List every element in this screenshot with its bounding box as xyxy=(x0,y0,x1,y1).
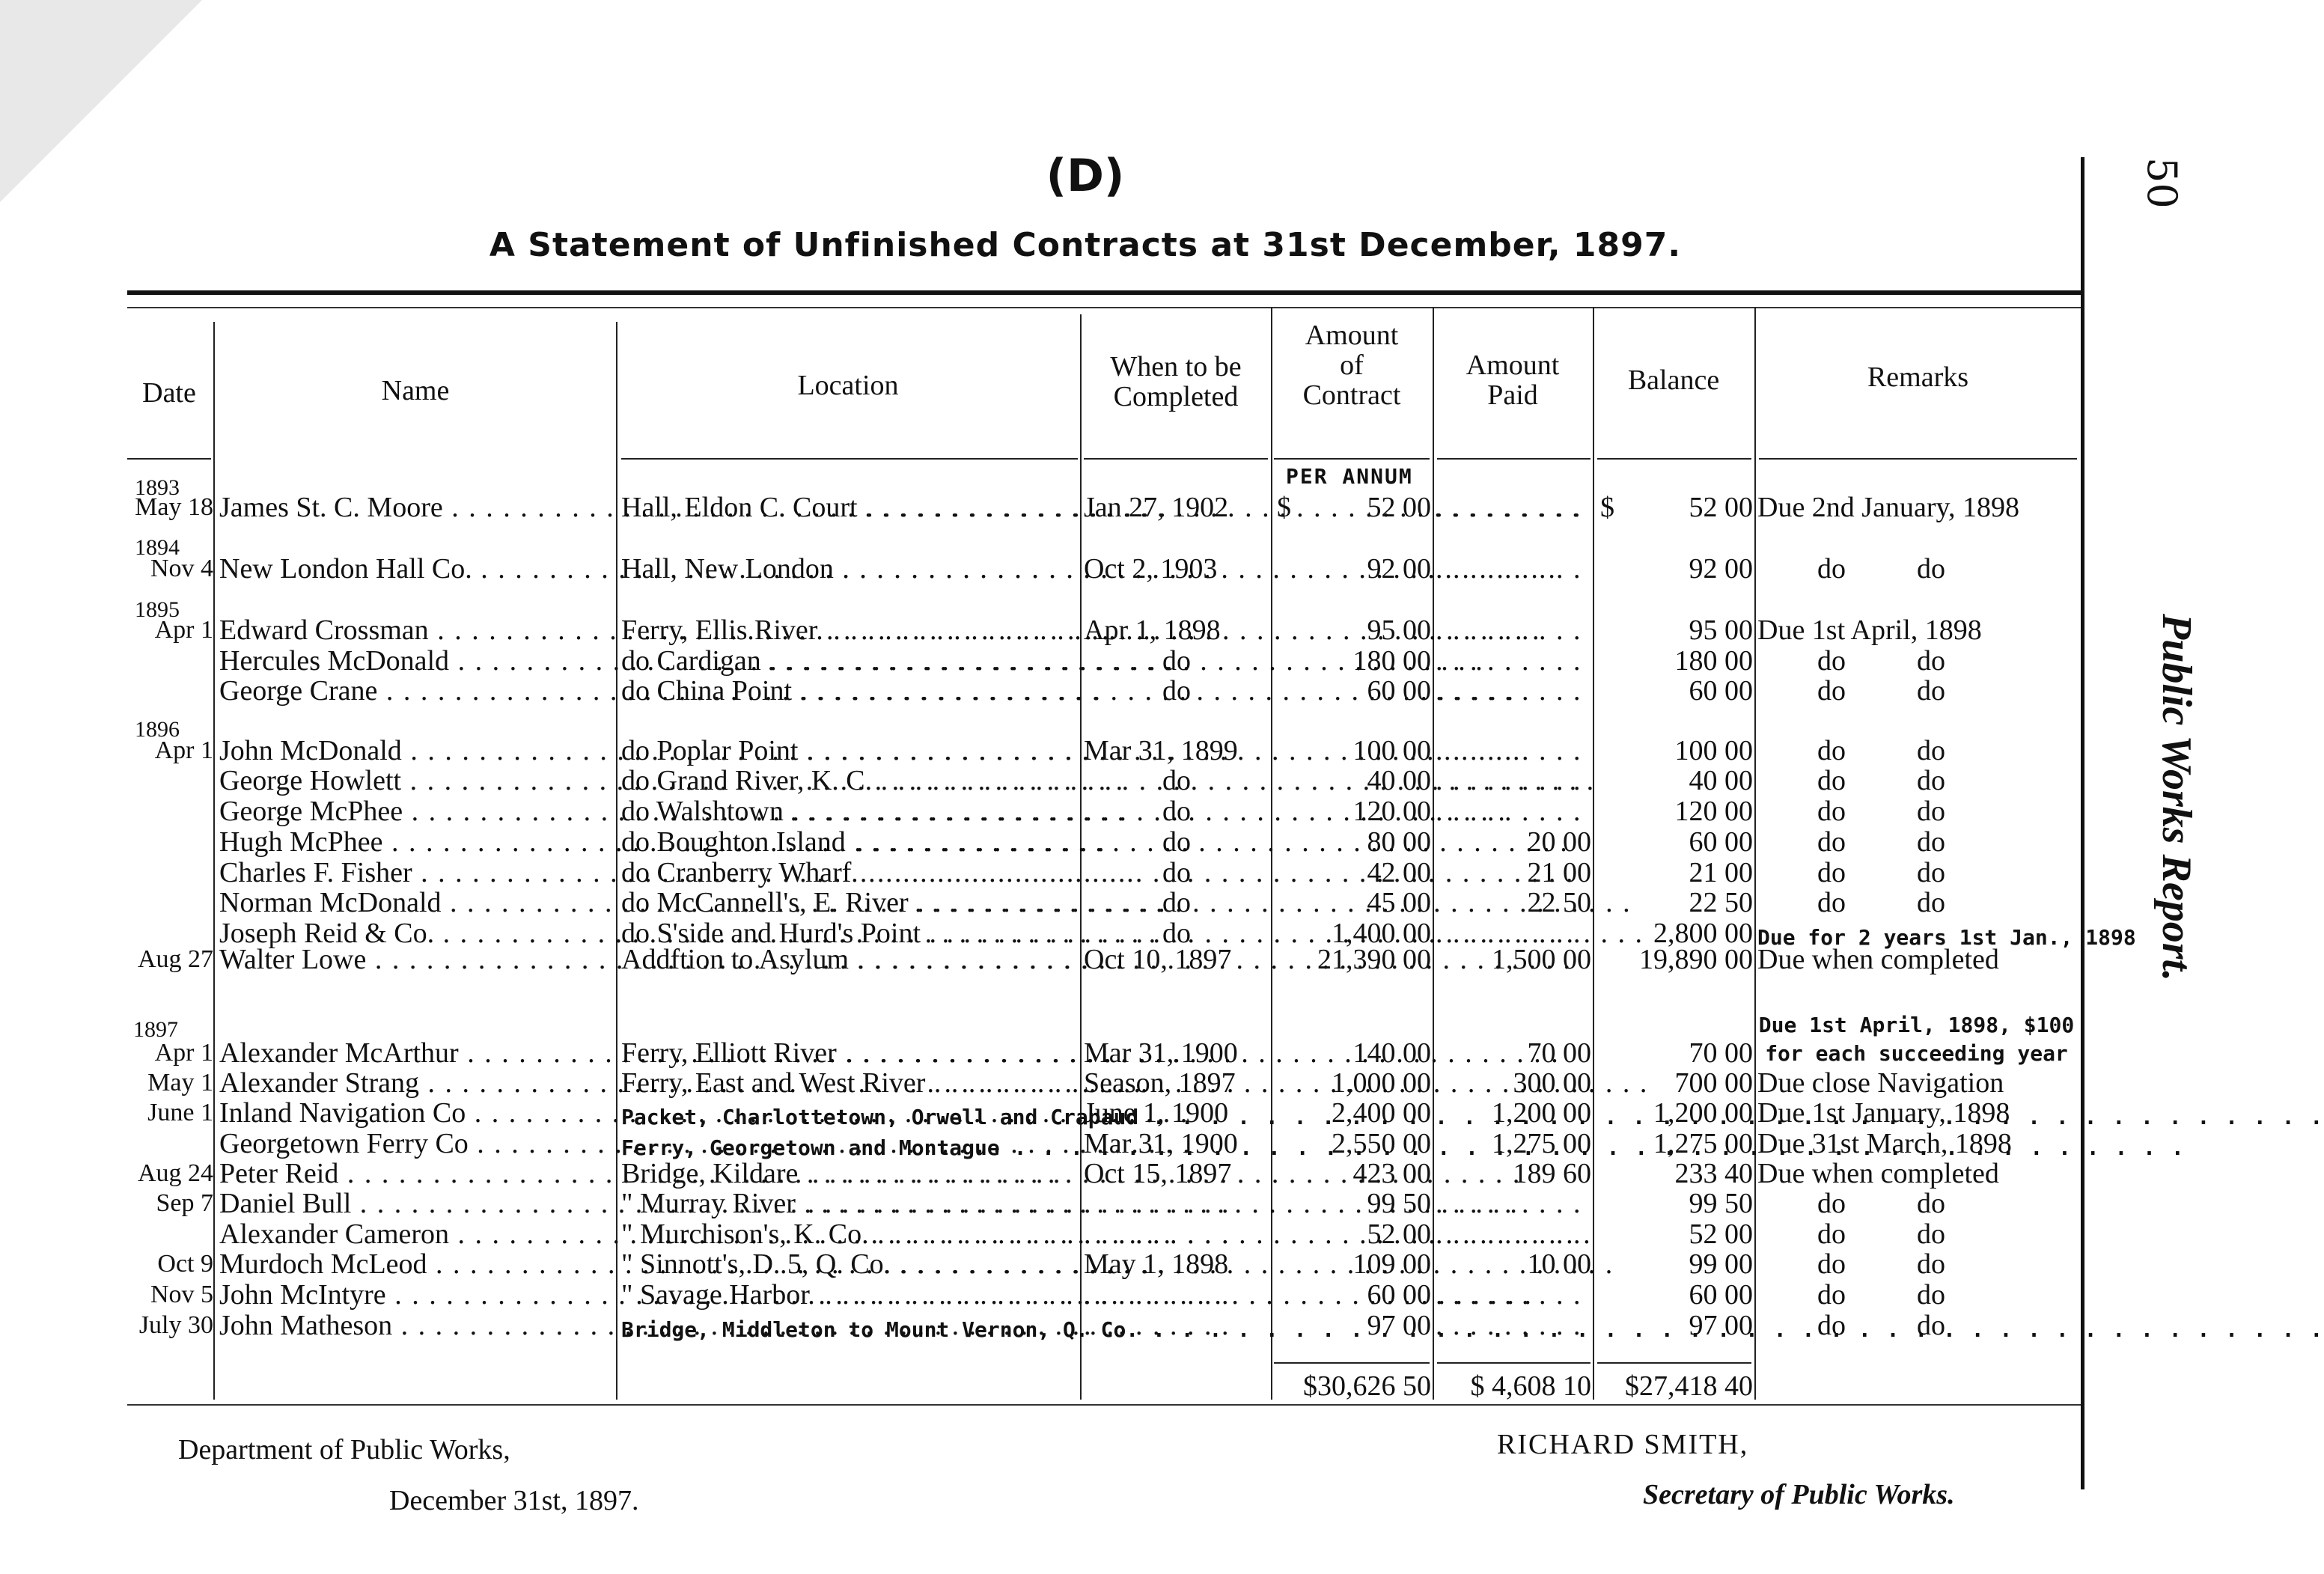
row-remarks: do do xyxy=(1817,826,1945,858)
row-date: July 30 xyxy=(138,1311,213,1339)
header-amount-contract-line-3: Contract xyxy=(1302,379,1401,411)
row-location: do China Point . . . xyxy=(621,676,1079,706)
row-paid: 300 00 xyxy=(1513,1067,1591,1099)
row-remarks: do do xyxy=(1817,1248,1945,1280)
column-divider xyxy=(1754,307,1756,1400)
header-amount-paid-line-1: Amount xyxy=(1466,350,1560,381)
row-paid: 22 50 xyxy=(1527,887,1591,918)
row-when: Mar 31, 1900 xyxy=(1084,1128,1238,1159)
row-remarks: do do xyxy=(1817,1279,1945,1311)
row-balance: 99 00 xyxy=(1689,1248,1753,1280)
row-paid: 1,275 00 xyxy=(1492,1128,1591,1159)
row-amount: 100 00 xyxy=(1352,735,1431,766)
row-paid: 70 00 xyxy=(1527,1037,1591,1069)
row-name: Charles F. Fisher . . . xyxy=(219,858,614,888)
row-when: Oct 10, 1897 xyxy=(1084,944,1232,975)
row-name: John McIntyre . . . xyxy=(219,1280,614,1310)
row-balance: 60 00 xyxy=(1689,675,1753,707)
header-amount-contract-line-2: of xyxy=(1340,350,1364,381)
row-remarks: Due when completed xyxy=(1757,944,1999,975)
row-balance: 40 00 xyxy=(1689,765,1753,796)
section-label: (D) xyxy=(1046,150,1125,202)
row-location: Addftion to Asylum . . . xyxy=(621,945,1079,974)
title-rule-thin xyxy=(127,307,2081,308)
row-balance: 1,200 00 xyxy=(1653,1097,1753,1129)
row-balance: 180 00 xyxy=(1674,645,1753,677)
total-rule xyxy=(1597,1362,1751,1364)
header-amount-paid-line-2: Paid xyxy=(1487,379,1538,411)
row-balance: 2,800 00 xyxy=(1653,918,1753,949)
row-when: Mar 31, 1900 xyxy=(1084,1037,1238,1069)
header-rule xyxy=(1597,458,1751,460)
row-name: Inland Navigation Co . . . xyxy=(219,1098,614,1128)
row-amount: 99 50 xyxy=(1367,1188,1431,1219)
row-location: Bridge, Middleton to Mount Vernon, Q. Co. . . . xyxy=(621,1315,1079,1345)
row-when: Jan 27, 1902 xyxy=(1084,492,1229,523)
row-amount: 140 00 xyxy=(1352,1037,1431,1069)
header-amount-contract xyxy=(1274,320,1430,410)
row-date: Apr 1 xyxy=(154,736,213,764)
row-balance: 1,275 00 xyxy=(1653,1128,1753,1159)
row-name: George Crane . . . xyxy=(219,676,614,706)
row-name: Joseph Reid & Co. . . . xyxy=(219,918,614,948)
page-number: 50 xyxy=(2138,157,2186,209)
header-rule xyxy=(1759,458,2077,460)
row-paid-leader: . . . . . . . . . xyxy=(1436,1188,1582,1219)
row-amount: 97 00 xyxy=(1367,1310,1431,1341)
row-paid-leader: . . . . . . . . . xyxy=(1436,492,1582,523)
row-balance: 700 00 xyxy=(1674,1067,1753,1099)
row-remarks: do do xyxy=(1817,1310,1945,1341)
row-date: Nov 5 xyxy=(150,1281,213,1308)
row-balance: 99 50 xyxy=(1689,1188,1753,1219)
row-when: do xyxy=(1162,675,1191,707)
row-date: Sep 7 xyxy=(156,1189,213,1217)
row-balance: 100 00 xyxy=(1674,735,1753,766)
row-name: Hercules McDonald . . . xyxy=(219,646,614,676)
year-marker: 1894 xyxy=(135,535,180,560)
header-when-line-1: When to be xyxy=(1110,351,1242,382)
row-balance: 60 00 xyxy=(1689,826,1753,858)
header-amount-paid xyxy=(1436,350,1590,410)
row-location: do Cranberry Wharf . . . xyxy=(621,858,1079,888)
row-location: do Walshtown . . . xyxy=(621,796,1079,826)
header-rule xyxy=(1274,458,1430,460)
per-annum-note: PER ANNUM xyxy=(1286,464,1413,489)
row-name: Daniel Bull . . . xyxy=(219,1189,614,1218)
row-amount: 2,550 00 xyxy=(1332,1128,1431,1159)
row-balance: 52 00 xyxy=(1689,492,1753,523)
row-remarks: Due 1st January, 1898 xyxy=(1757,1097,2010,1129)
row-balance: 233 40 xyxy=(1674,1158,1753,1189)
row-location: do Grand River, K. C. . . . xyxy=(621,766,1079,796)
row-date: June 1 xyxy=(147,1099,213,1126)
department-name: Department of Public Works, xyxy=(178,1434,510,1465)
row-when: Apr 1, 1898 xyxy=(1084,614,1221,646)
row-amount: 45 00 xyxy=(1367,887,1431,918)
row-remarks: Due when completed xyxy=(1757,1158,1999,1189)
row-amount: 109 00 xyxy=(1352,1248,1431,1280)
row-paid-leader: . . . . . . . . . xyxy=(1436,1218,1582,1250)
row-amount: 2,400 00 xyxy=(1332,1097,1431,1129)
row-paid-leader: . . . . . . . . . xyxy=(1436,614,1582,646)
year-marker: 1897 xyxy=(133,1017,178,1042)
column-divider xyxy=(213,322,215,1400)
row-amount: 120 00 xyxy=(1352,796,1431,827)
signatory-name: RICHARD SMITH, xyxy=(1497,1429,1749,1460)
header-balance: Balance xyxy=(1627,364,1720,396)
row-when: do xyxy=(1162,645,1191,677)
row-amount: 1,400 00 xyxy=(1332,918,1431,949)
year-marker: 1893 xyxy=(135,475,180,500)
row-date: May 18 xyxy=(135,493,213,521)
row-date: Nov 4 xyxy=(150,555,213,582)
row-name: Hugh McPhee . . . xyxy=(219,827,614,857)
row-paid-leader: . . . . . . . . . xyxy=(1436,645,1582,677)
row-remarks: Due 2nd January, 1898 xyxy=(1757,492,2020,523)
row-amount: 80 00 xyxy=(1367,826,1431,858)
row-balance: 19,890 00 xyxy=(1639,944,1753,975)
signatory-title: Secretary of Public Works. xyxy=(1643,1479,1955,1510)
row-location: Ferry, Georgetown and Montague . . . xyxy=(621,1133,1079,1163)
row-balance: 70 00 xyxy=(1689,1037,1753,1069)
total-rule xyxy=(1274,1362,1430,1364)
row-paid: 20 00 xyxy=(1527,826,1591,858)
document-title: A Statement of Unfinished Contracts at 31st December, 1897. xyxy=(489,226,1682,264)
row-balance: 21 00 xyxy=(1689,857,1753,888)
total-balance: $27,418 40 xyxy=(1625,1370,1753,1402)
row-amount: 1,000 00 xyxy=(1332,1067,1431,1099)
row-balance: 22 50 xyxy=(1689,887,1753,918)
row-paid-leader: . . . . . . . . . xyxy=(1436,796,1582,827)
row-location: do Poplar Point . . . xyxy=(621,736,1079,766)
row-amount: 52 00 xyxy=(1367,492,1431,523)
header-rule xyxy=(1084,458,1268,460)
row-date: Apr 1 xyxy=(154,616,213,644)
row-remarks: do do xyxy=(1817,645,1945,677)
row-name: James St. C. Moore . . . xyxy=(219,492,614,522)
header-name: Name xyxy=(381,375,450,406)
row-name: Murdoch McLeod . . . xyxy=(219,1249,614,1279)
row-when-leader: . . . . . . . . . xyxy=(1084,1218,1230,1250)
footer-rule xyxy=(127,1404,2081,1406)
row-paid: 1,200 00 xyxy=(1492,1097,1591,1129)
row-date: Apr 1 xyxy=(154,1039,213,1067)
row-name: Georgetown Ferry Co . . . xyxy=(219,1129,614,1159)
row-name: Walter Lowe . . . xyxy=(219,945,614,974)
row-location: " Murchison's, K. Co. . . . xyxy=(621,1219,1079,1249)
row-balance: 95 00 xyxy=(1689,614,1753,646)
row-name: Norman McDonald . . . xyxy=(219,888,614,918)
row-when: May 1, 1898 xyxy=(1084,1248,1229,1280)
row-name: George Howlett . . . xyxy=(219,766,614,796)
row-remarks: Due 1st April, 1898 xyxy=(1757,614,1982,646)
row-location: do McCannell's, E. River . . . xyxy=(621,888,1079,918)
row-when: do xyxy=(1162,765,1191,796)
header-when-line-2: Completed xyxy=(1113,381,1239,412)
row-when-leader: . . . . . . . . . xyxy=(1084,1310,1230,1341)
row-remarks: Due for 2 years 1st Jan., 1898 xyxy=(1757,925,2136,950)
row-location: " Murray River . . . xyxy=(621,1189,1079,1218)
total-amount-contract: $30,626 50 xyxy=(1303,1370,1431,1402)
row-paid-leader: . . . . . . . . . xyxy=(1436,1310,1582,1341)
row-date: Aug 27 xyxy=(137,945,213,973)
row-when-leader: . . . . . . . . . xyxy=(1084,1188,1230,1219)
row-name: George McPhee . . . xyxy=(219,796,614,826)
row-paid: 10 00 xyxy=(1527,1248,1591,1280)
row-amount: 423 00 xyxy=(1352,1158,1431,1189)
row-when: Season, 1897 xyxy=(1084,1067,1236,1099)
row-location: Bridge, Kildare . . . xyxy=(621,1159,1079,1189)
row-when: Oct 2, 1903 xyxy=(1084,553,1218,585)
row-name: New London Hall Co. . . . xyxy=(219,554,614,584)
row-amount: 52 00 xyxy=(1367,1218,1431,1250)
row-paid: 189 60 xyxy=(1513,1158,1591,1189)
row-remarks: Due 31st March, 1898 xyxy=(1757,1128,2012,1159)
row-amount: 42 00 xyxy=(1367,857,1431,888)
row-remarks: Due 1st April, 1898, $100 for each succeeding year xyxy=(1758,1013,2075,1066)
row-paid: 21 00 xyxy=(1527,857,1591,888)
row-remarks: do do xyxy=(1817,857,1945,888)
row-location: " Sinnott's, D. 5, Q. Co. . . . xyxy=(621,1249,1079,1279)
header-when xyxy=(1084,352,1268,412)
row-name: John Matheson . . . xyxy=(219,1311,614,1340)
row-location: Ferry, Ellis River . . . xyxy=(621,615,1079,645)
row-location: Hall, Eldon C. Court . . . xyxy=(621,492,1079,522)
row-paid-leader: . . . . . . . . . xyxy=(1436,1279,1582,1311)
row-paid-leader: . . . . . . . . . xyxy=(1436,553,1582,585)
footer-date: December 31st, 1897. xyxy=(389,1485,639,1516)
row-when: do xyxy=(1162,796,1191,827)
row-remarks: do do xyxy=(1817,735,1945,766)
row-when: do xyxy=(1162,857,1191,888)
header-remarks: Remarks xyxy=(1867,362,1969,393)
row-when-leader: . . . . . . . . . xyxy=(1084,1279,1230,1311)
year-marker: 1896 xyxy=(135,717,180,742)
row-when: do xyxy=(1162,918,1191,949)
currency-symbol: $ xyxy=(1277,492,1291,523)
row-name: Alexander McArthur . . . xyxy=(219,1038,614,1068)
row-remarks: Due close Navigation xyxy=(1757,1067,2004,1099)
header-rule xyxy=(621,458,1078,460)
row-balance: 92 00 xyxy=(1689,553,1753,585)
column-divider xyxy=(1593,307,1594,1400)
row-date: Oct 9 xyxy=(157,1250,213,1278)
row-remarks: do do xyxy=(1817,553,1945,585)
row-remarks: do do xyxy=(1817,887,1945,918)
header-date: Date xyxy=(142,377,196,409)
row-name: Peter Reid . . . xyxy=(219,1159,614,1189)
row-when: do xyxy=(1162,887,1191,918)
row-amount: 40 00 xyxy=(1367,765,1431,796)
header-rule xyxy=(127,458,211,460)
row-amount: 60 00 xyxy=(1367,1279,1431,1311)
row-paid-leader: . . . . . . . . . xyxy=(1436,675,1582,707)
row-location: do Boughton Island . . . xyxy=(621,827,1079,857)
row-when: do xyxy=(1162,826,1191,858)
row-amount: 95 00 xyxy=(1367,614,1431,646)
header-amount-contract-line-1: Amount xyxy=(1305,320,1399,351)
row-name: Edward Crossman . . . xyxy=(219,615,614,645)
row-location: Ferry, East and West River . . . xyxy=(621,1068,1079,1098)
row-amount: 92 00 xyxy=(1367,553,1431,585)
row-when: Mar 31, 1899 xyxy=(1084,735,1238,766)
row-name: Alexander Cameron . . . xyxy=(219,1219,614,1249)
row-paid-leader: . . . . . . . . . xyxy=(1436,918,1582,949)
row-name: John McDonald . . . xyxy=(219,736,614,766)
total-rule xyxy=(1437,1362,1590,1364)
running-head: Public Works Report. xyxy=(2153,614,2200,982)
row-remarks: do do xyxy=(1817,675,1945,707)
row-balance: 60 00 xyxy=(1689,1279,1753,1311)
row-amount: 21,390 00 xyxy=(1317,944,1431,975)
row-when: Oct 15, 1897 xyxy=(1084,1158,1232,1189)
row-paid: 1,500 00 xyxy=(1492,944,1591,975)
row-amount: 60 00 xyxy=(1367,675,1431,707)
row-remarks: do do xyxy=(1817,765,1945,796)
row-paid-leader: . . . . . . . . . xyxy=(1436,735,1582,766)
header-location: Location xyxy=(797,370,899,401)
total-amount-paid: $ 4,608 10 xyxy=(1470,1370,1591,1402)
row-balance: 52 00 xyxy=(1689,1218,1753,1250)
row-remarks: do do xyxy=(1817,1218,1945,1250)
row-when: June 1, 1900 xyxy=(1084,1097,1229,1129)
currency-symbol: $ xyxy=(1600,492,1614,523)
row-date: May 1 xyxy=(147,1069,213,1096)
row-remarks: do do xyxy=(1817,1188,1945,1219)
row-location: do Cardigan . . . xyxy=(621,646,1079,676)
row-date: Aug 24 xyxy=(137,1159,213,1187)
row-amount: 180 00 xyxy=(1352,645,1431,677)
row-location: Hall, New London . . . xyxy=(621,554,1079,584)
row-balance: 97 00 xyxy=(1689,1310,1753,1341)
row-name: Alexander Strang . . . xyxy=(219,1068,614,1098)
row-location: " Savage Harbor . . . xyxy=(621,1280,1079,1310)
header-rule xyxy=(1437,458,1590,460)
year-marker: 1895 xyxy=(135,597,180,622)
row-location: Packet, Charlottetown, Orwell and Crapaud . . . xyxy=(621,1102,1079,1132)
title-rule xyxy=(127,290,2081,295)
row-location: do S'side and Hurd's Point . . . xyxy=(621,918,1079,948)
row-balance: 120 00 xyxy=(1674,796,1753,827)
row-paid-leader: . . . . . . . . . xyxy=(1436,765,1582,796)
row-remarks: do do xyxy=(1817,796,1945,827)
row-location: Ferry, Elliott River . . . xyxy=(621,1038,1079,1068)
